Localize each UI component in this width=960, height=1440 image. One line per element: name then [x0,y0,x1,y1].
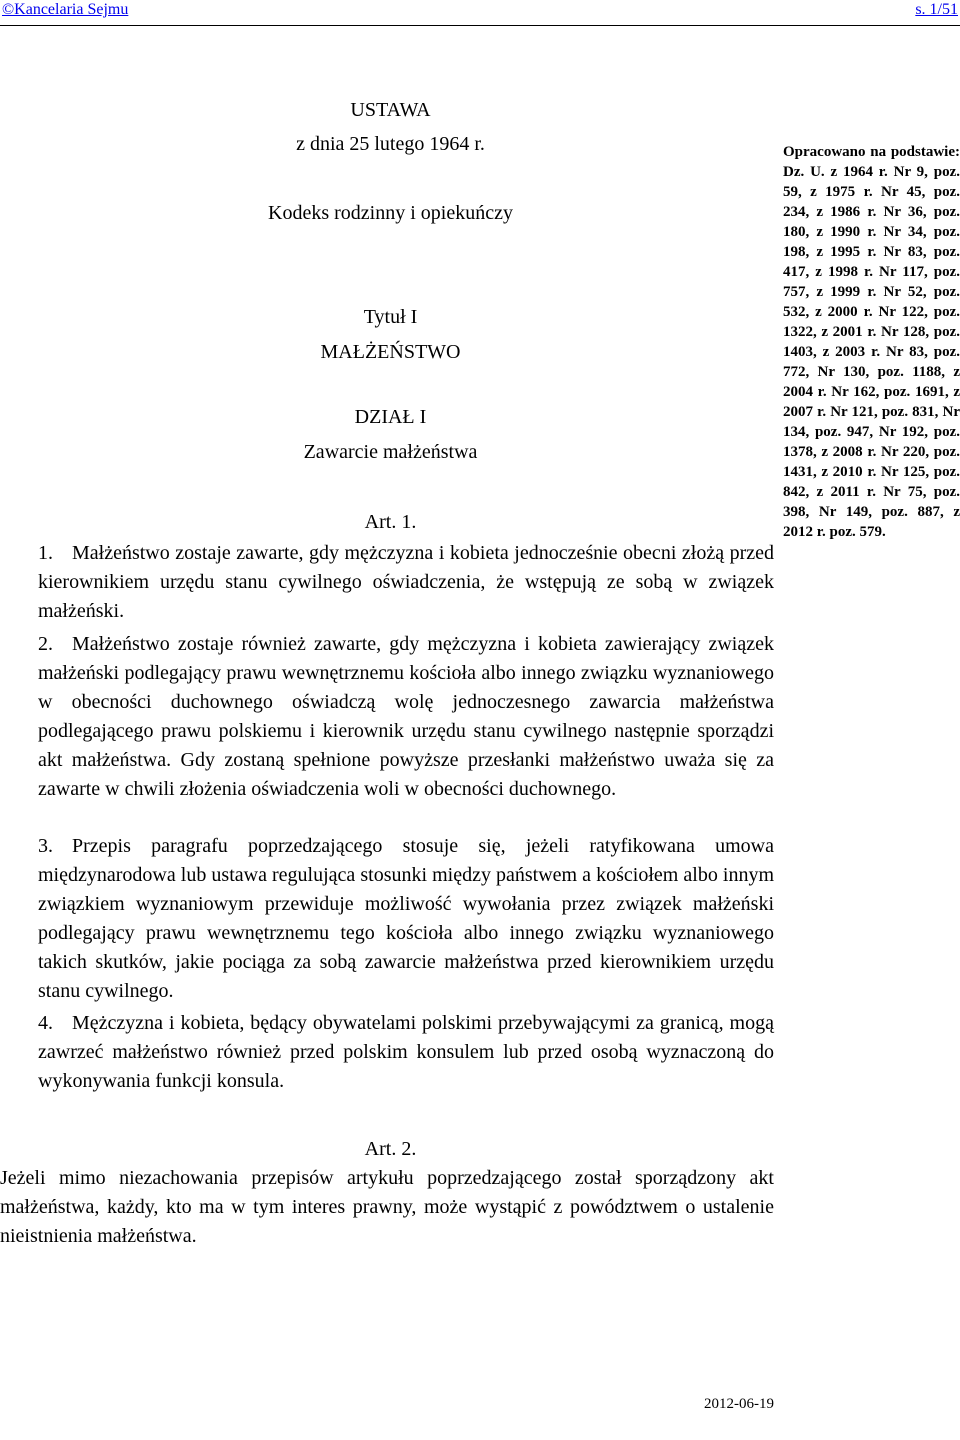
dzial-heading: DZIAŁ I [354,406,427,428]
paragraph-number: 2. [38,633,53,655]
art2-text: Jeżeli mimo niezachowania przepisów artykułu poprzedzającego został sporządzony akt małżeństwa, każdy, kto ma w tym interes prawny, może wystąpić z powództwem o ustalenie nieistnienia małżeństwa. [0,1167,774,1247]
art1-heading: Art. 1. [364,511,417,533]
source-sidenote: Opracowano na podstawie: Dz. U. z 1964 r. Nr 9, poz. 59, z 1975 r. Nr 45, poz. 234, z 1986 r. Nr 36, poz. 180, z 1990 r. Nr 34, poz. 198, z 1995 r. Nr 83, poz. 417, z 1998 r. Nr 117, poz. 757, z 1999 r. Nr 52, poz. 532, z 2000 r. Nr 122, poz. 1322, z 2001 r. Nr 128, poz. 1403, z 2003 r. Nr 83, poz. 772, Nr 130, poz. 1188, z 2004 r. Nr 162, poz. 1691, z 2007 r. Nr 121, poz. 831, Nr 134, poz. 947, Nr 192, poz. 1378, z 2008 r. Nr 220, poz. 1431, z 2010 r. Nr 125, poz. 842, z 2011 r. Nr 75, poz. 398, Nr 149, poz. 887, z 2012 r. poz. 579. [783,144,960,540]
paragraph-number: 3. [38,835,53,857]
header-page-number-link[interactable]: s. 1/51 [915,1,958,18]
paragraph-number: 1. [38,542,53,564]
paragraph-text: Małżeństwo zostaje zawarte, gdy mężczyzna i kobieta jednocześnie obecni złożą przed kierownikiem urzędu stanu cywilnego oświadczenia, że wstępują ze sobą w związek małżeński. [38,542,774,622]
paragraph-number: 4. [38,1012,53,1034]
art2-heading: Art. 2. [364,1138,417,1160]
header-publisher-link[interactable]: ©Kancelaria Sejmu [2,1,129,18]
art1-paragraph-3 [38,832,774,1006]
art1-paragraph-2 [38,630,774,804]
paragraph-text: Mężczyzna i kobieta, będący obywatelami polskimi przebywającymi za granicą, mogą zawrzeć małżeństwo również przed polskim konsulem lub przed osobą wyznaczoną do wykonywania funkcji konsula. [38,1012,774,1092]
tytul-name: MAŁŻEŃSTWO [320,341,461,363]
act-date: z dnia 25 lutego 1964 r. [296,133,485,155]
art1-paragraph-1 [38,539,774,626]
tytul-heading: Tytuł I [363,306,418,328]
paragraph-text: Przepis paragrafu poprzedzającego stosuje się, jeżeli ratyfikowana umowa międzynarodowa lub ustawa regulująca stosunki między państwem a kościołem albo innym związkiem wyznaniowym przewiduje możliwość wywołania przez związek małżeński podlegający prawu wewnętrznemu tego kościoła albo innego związku wyznaniowego takich skutków, jakie pociąga za sobą zawarcie małżeństwa przed kierownikiem urzędu stanu cywilnego. [38,835,774,1002]
footer-date: 2012-06-19 [704,1396,774,1412]
art1-paragraph-4 [38,1009,774,1096]
header-divider [0,25,960,26]
act-type-title: USTAWA [350,99,431,121]
dzial-name: Zawarcie małżeństwa [303,441,478,463]
act-name: Kodeks rodzinny i opiekuńczy [268,202,513,224]
paragraph-text: Małżeństwo zostaje również zawarte, gdy mężczyzna i kobieta zawierający związek małżeński podlegający prawu wewnętrznemu kościoła albo innego związku wyznaniowego w obecności duchownego oświadczą wolę jednoczesnego zawarcia małżeństwa podlegającego prawu polskiemu i kierownik urzędu stanu cywilnego następnie sporządzi akt małżeństwa. Gdy zostaną spełnione powyższe przesłanki małżeństwo uważa się za zawarte w chwili złożenia oświadczenia woli w obecności duchownego. [38,633,774,800]
